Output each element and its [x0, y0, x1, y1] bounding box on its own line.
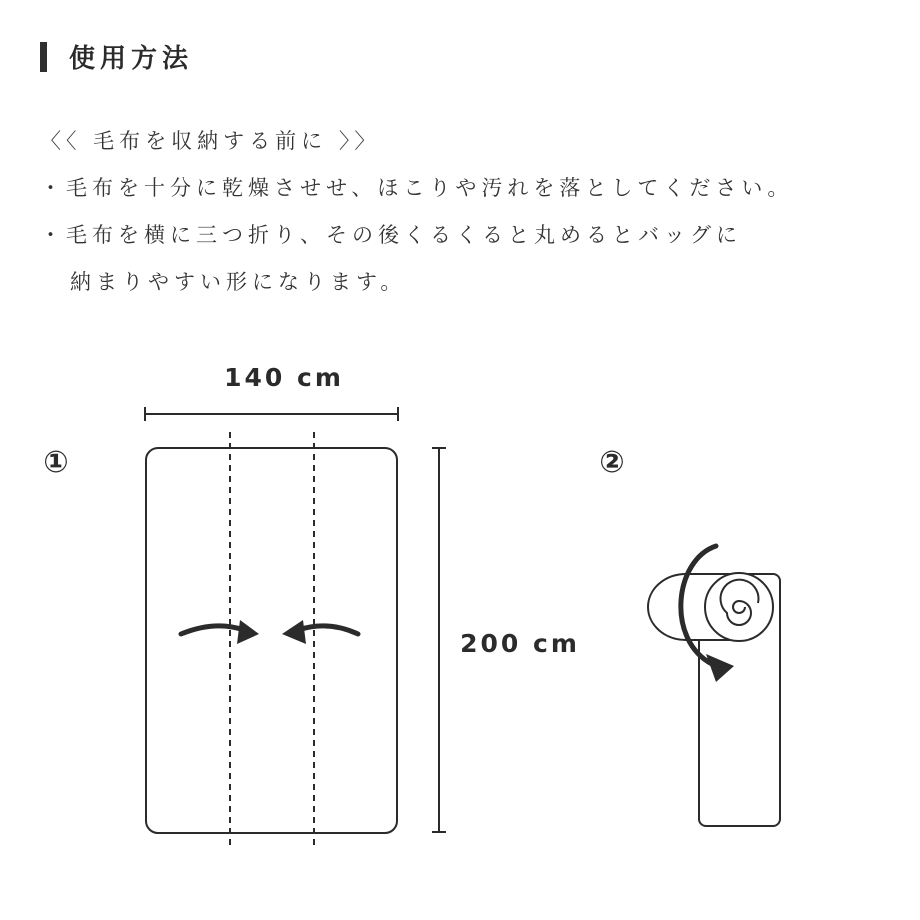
height-dimension-line — [432, 448, 446, 832]
instruction-bullet-1: ・毛布を十分に乾燥させせ、ほこりや汚れを落としてください。 — [40, 176, 794, 200]
instruction-bullet-2-continued: 納まりやすい形になります。 — [70, 270, 407, 294]
rolled-blanket-icon — [648, 573, 780, 826]
step-1-label: ① — [43, 445, 69, 480]
page-title: 使用方法 — [69, 44, 194, 74]
height-label: 200 cm — [460, 629, 580, 658]
fold-arrow-left-icon — [282, 620, 358, 644]
fold-arrow-right-icon — [181, 620, 259, 644]
blanket-outline — [146, 448, 397, 833]
step-2-label: ② — [599, 445, 625, 480]
width-dimension-line — [145, 407, 398, 421]
instructions-subtitle: 〈〈 毛布を収納する前に 〉〉 — [40, 129, 381, 153]
width-label: 140 cm — [224, 363, 344, 392]
instruction-bullet-2: ・毛布を横に三つ折り、その後くるくると丸めるとバッグに — [40, 223, 742, 247]
